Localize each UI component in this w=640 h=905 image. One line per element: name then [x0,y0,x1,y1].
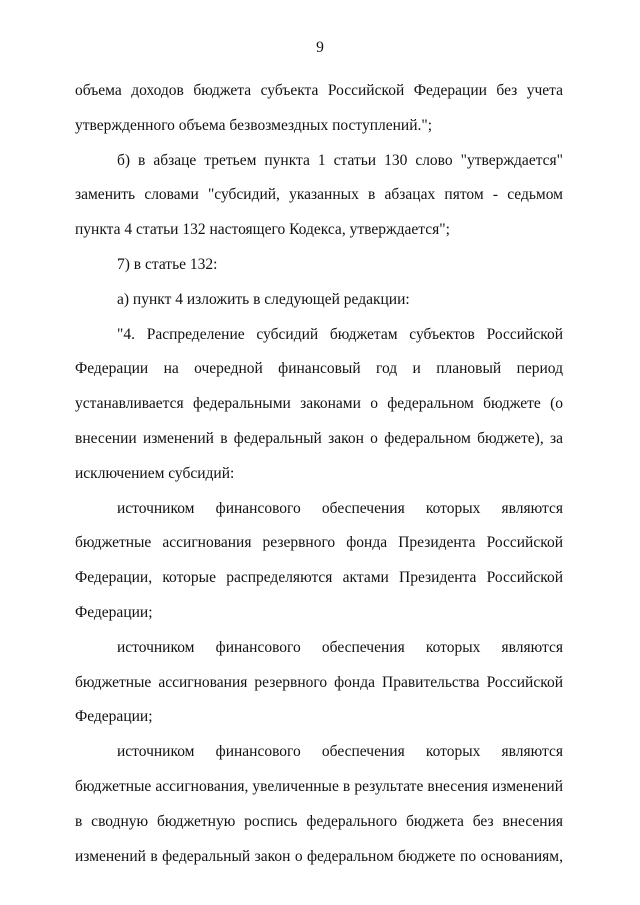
paragraph-item-6: б) в абзаце третьем пункта 1 статьи 130 слово "утверждается" заменить словами "субсидий, указанных в абзацах пятом - седьмом пункта 4 статьи 132 настоящего Кодекса, утверждается"; [75,151,563,239]
paragraph-continuation: объема доходов бюджета субъекта Российской Федерации без учета утвержденного объема безвозмездных поступлений."; [75,82,563,134]
paragraph-clause-4: "4. Распределение субсидий бюджетам субъектов Российской Федерации на очередной финансовый год и плановый период устанавливается федеральными законами о федеральном бюджете (о внесении изменений в федеральный закон о федеральном бюджете), за исключением субсидий: [75,325,563,482]
paragraph-item-7: 7) в статье 132: [117,255,218,273]
paragraph-exception-president-fund: источником финансового обеспечения которых являются бюджетные ассигнования резервного фонда Президента Российской Федерации, которые распределяются актами Президента Российской Федерации; [75,499,563,621]
paragraph-subitem-a: а) пункт 4 изложить в следующей редакции: [117,290,410,308]
paragraph-exception-budget-changes: источником финансового обеспечения которых являются бюджетные ассигнования, увеличенные в результате внесения изменений в сводную бюджетную роспись федерального бюджета без внесения изменений в федеральный закон о федеральном бюджете по основаниям, [75,743,563,865]
paragraph-exception-government-fund: источником финансового обеспечения которых являются бюджетные ассигнования резервного фонда Правительства Российской Федерации; [75,638,563,726]
page-number: 9 [316,39,324,56]
document-body [75,74,563,874]
